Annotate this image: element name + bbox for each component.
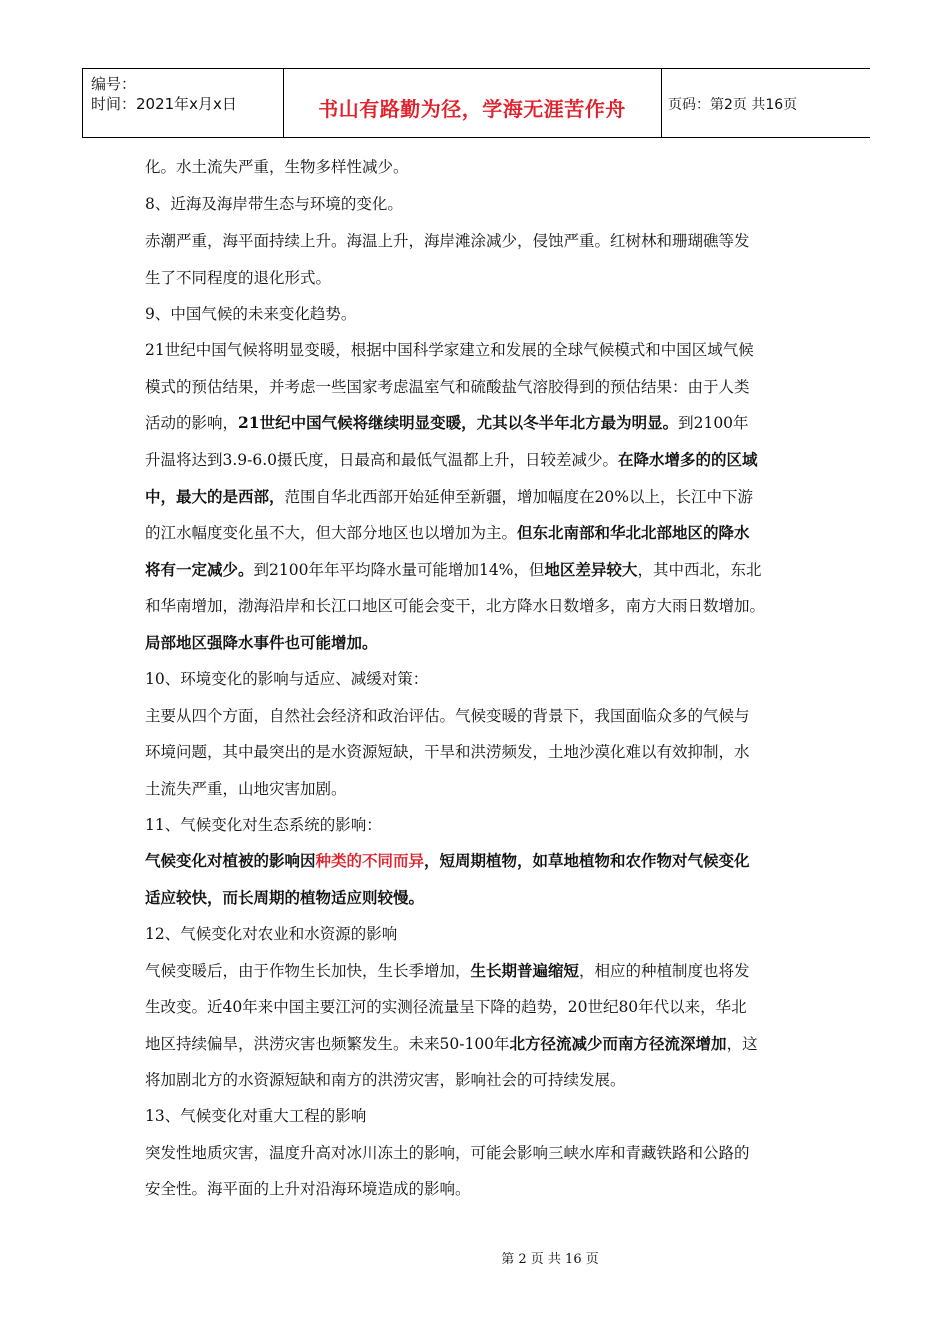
- paragraph-line: 21世纪中国气候将明显变暖，根据中国科学家建立和发展的全球气候模式和中国区域气候: [145, 341, 754, 359]
- section-heading-10: 10、环境变化的影响与适应、减缓对策：: [145, 670, 429, 688]
- highlighted-text-run: 种类的不同而异: [315, 851, 425, 870]
- text-run: 气候变暖后，由于作物生长加快，生长季增加，: [145, 962, 471, 980]
- section-heading-8: 8、近海及海岸带生态与环境的变化。: [145, 195, 403, 213]
- header-motto: 书山有路勤为径，学海无涯苦作舟: [318, 97, 626, 121]
- bold-text-run: 在降水增多的的区域: [618, 450, 758, 469]
- paragraph-line: 局部地区强降水事件也可能增加。: [145, 633, 378, 652]
- document-date-label: 时间：2021年x月x日: [91, 95, 237, 113]
- text-run: ，相应的种植制度也将发: [579, 962, 750, 980]
- paragraph-line: 和华南增加，渤海沿岸和长江口地区可能会变干，北方降水日数增多，南方大雨日数增加。: [145, 597, 766, 615]
- paragraph-line: 主要从四个方面，自然社会经济和政治评估。气候变暖的背景下，我国面临众多的气候与: [145, 707, 750, 725]
- paragraph-line: [145, 449, 758, 471]
- header-page-cell: [662, 69, 870, 137]
- text-run: ，其中西北，东北: [637, 561, 762, 579]
- paragraph-line: [145, 559, 761, 581]
- page-header: [82, 68, 870, 138]
- document-number-label: 编号：: [91, 75, 137, 93]
- bold-text-run: 生长期普遍缩短: [470, 961, 580, 980]
- header-page-info: 页码：第2页 共16页: [668, 97, 798, 113]
- section-heading-9: 9、中国气候的未来变化趋势。: [145, 305, 357, 323]
- bold-text-run: 但东北南部和华北北部地区的降水: [517, 523, 750, 542]
- paragraph-line: [145, 412, 749, 434]
- paragraph-line: 土流失严重，山地灾害加剧。: [145, 780, 347, 798]
- text-run: 范围自华北西部开始延伸至新疆，增加幅度在20%以上，长江中下游: [284, 488, 753, 506]
- paragraph-line: [145, 850, 750, 872]
- section-heading-13: 13、气候变化对重大工程的影响: [145, 1107, 367, 1125]
- paragraph-line: 将加剧北方的水资源短缺和南方的洪涝灾害，影响社会的可持续发展。: [145, 1071, 626, 1089]
- paragraph-line: [145, 486, 753, 508]
- paragraph-line: [145, 1033, 758, 1055]
- text-run: 到2100年: [678, 414, 749, 432]
- text-run: 活动的影响，: [145, 414, 239, 432]
- section-heading-11: 11、气候变化对生态系统的影响：: [145, 816, 382, 834]
- text-run: 到2100年年平均降水量可能增加14%，但: [253, 561, 545, 579]
- paragraph-line: [145, 522, 750, 544]
- bold-text-run: 北方径流减少而南方径流深增加: [509, 1034, 727, 1053]
- text-run: ，这: [726, 1035, 758, 1053]
- text-run: 升温将达到3.9-6.0摄氏度，日最高和最低气温都上升，日较差减少。: [145, 451, 619, 469]
- bold-text-run: 中，最大的是西部，: [145, 487, 285, 506]
- bold-text-run: 将有一定减少。: [145, 560, 254, 579]
- text-run: 地区持续偏旱，洪涝灾害也频繁发生。未来50-100年: [145, 1035, 510, 1053]
- header-meta-cell: [82, 69, 284, 137]
- paragraph-line: 生改变。近40年来中国主要江河的实测径流量呈下降的趋势，20世纪80年代以来，华北: [145, 998, 747, 1016]
- paragraph-line: 生了不同程度的退化形式。: [145, 269, 332, 287]
- paragraph-line: 适应较快，而长周期的植物适应则较慢。: [145, 888, 425, 907]
- bold-text-run: ，短周期植物，如草地植物和农作物对气候变化: [424, 851, 750, 870]
- section-heading-12: 12、气候变化对农业和水资源的影响: [145, 925, 398, 943]
- paragraph-line: [145, 960, 750, 982]
- paragraph-line: 化。水土流失严重，生物多样性减少。: [145, 158, 409, 176]
- footer-page-number: 第 2 页 共 16 页: [501, 1252, 599, 1267]
- bold-text-run: 气候变化对植被的影响因: [145, 851, 316, 870]
- paragraph-line: 模式的预估结果，并考虑一些国家考虑温室气和硫酸盐气溶胶得到的预估结果：由于人类: [145, 378, 750, 396]
- page-footer: [0, 1248, 950, 1267]
- paragraph-line: 安全性。海平面的上升对沿海环境造成的影响。: [145, 1180, 471, 1198]
- text-run: 的江水幅度变化虽不大，但大部分地区也以增加为主。: [145, 524, 518, 542]
- header-motto-cell: [283, 69, 662, 137]
- bold-text-run: 地区差异较大: [544, 560, 638, 579]
- paragraph-line: 突发性地质灾害，温度升高对冰川冻土的影响，可能会影响三峡水库和青藏铁路和公路的: [145, 1144, 750, 1162]
- bold-text-run: 21世纪中国气候将继续明显变暖，尤其以冬半年北方最为明显。: [238, 413, 679, 432]
- paragraph-line: 环境问题，其中最突出的是水资源短缺，干旱和洪涝频发，土地沙漠化难以有效抑制，水: [145, 743, 750, 761]
- paragraph-line: 赤潮严重，海平面持续上升。海温上升，海岸滩涂减少，侵蚀严重。红树林和珊瑚礁等发: [145, 232, 750, 250]
